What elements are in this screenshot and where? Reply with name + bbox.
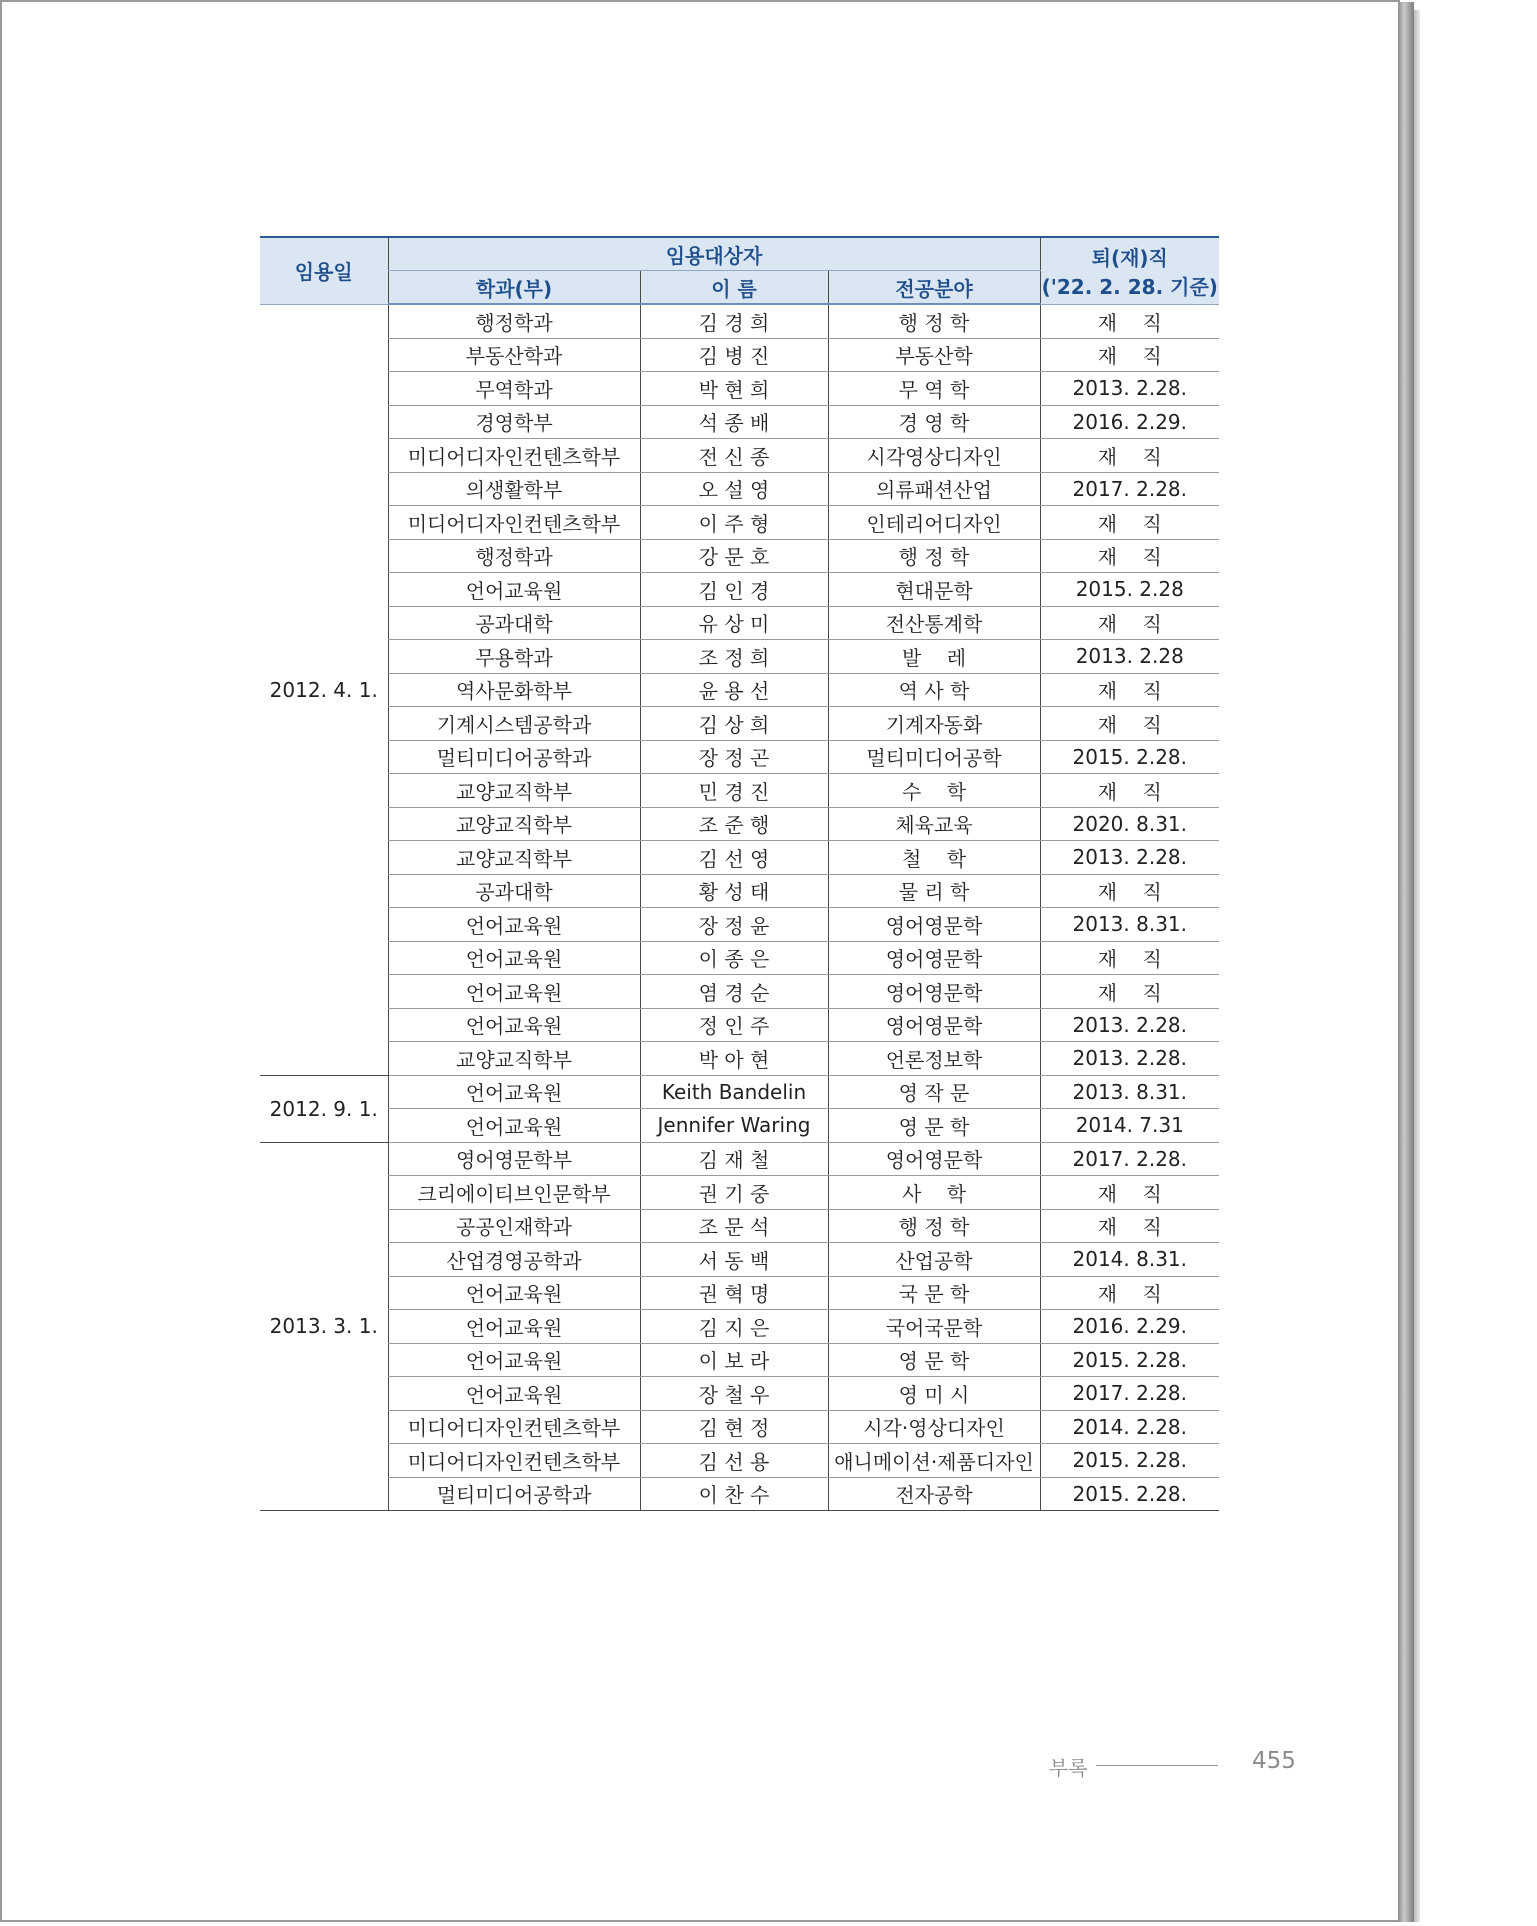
- department-cell: 언어교육원: [388, 1109, 640, 1143]
- table-row: [260, 606, 1219, 640]
- table-row: [260, 1444, 1219, 1478]
- major-cell: 영 작 문: [828, 1075, 1040, 1109]
- major-cell: 영어영문학: [828, 941, 1040, 975]
- major-cell: 행 정 학: [828, 304, 1040, 338]
- name-cell: Jennifer Waring: [640, 1109, 828, 1143]
- status-cell: 2013. 2.28.: [1040, 841, 1219, 875]
- major-cell: 국어국문학: [828, 1310, 1040, 1344]
- department-cell: 멀티미디어공학과: [388, 740, 640, 774]
- table-row: [260, 338, 1219, 372]
- status-cell: 재 직: [1040, 1276, 1219, 1310]
- major-cell: 의류패션산업: [828, 472, 1040, 506]
- status-cell: 2020. 8.31.: [1040, 807, 1219, 841]
- department-cell: 부동산학과: [388, 338, 640, 372]
- major-cell: 영어영문학: [828, 1142, 1040, 1176]
- table-row: [260, 975, 1219, 1009]
- major-cell: 국 문 학: [828, 1276, 1040, 1310]
- table-row: [260, 740, 1219, 774]
- department-cell: 무역학과: [388, 372, 640, 406]
- major-cell: 부동산학: [828, 338, 1040, 372]
- major-cell: 역 사 학: [828, 673, 1040, 707]
- department-cell: 언어교육원: [388, 941, 640, 975]
- department-cell: 무용학과: [388, 640, 640, 674]
- status-cell: 재 직: [1040, 506, 1219, 540]
- page-edge: [1398, 2, 1414, 1922]
- department-cell: 교양교직학부: [388, 841, 640, 875]
- table-row: [260, 707, 1219, 741]
- major-cell: 언론정보학: [828, 1042, 1040, 1076]
- table-row: [260, 1343, 1219, 1377]
- department-cell: 미디어디자인컨텐츠학부: [388, 1410, 640, 1444]
- status-cell: 2014. 7.31: [1040, 1109, 1219, 1143]
- name-cell: 조 준 행: [640, 807, 828, 841]
- department-cell: 공과대학: [388, 606, 640, 640]
- name-cell: 김 상 희: [640, 707, 828, 741]
- name-cell: 김 병 진: [640, 338, 828, 372]
- table-row: [260, 1276, 1219, 1310]
- department-cell: 경영학부: [388, 405, 640, 439]
- major-cell: 영어영문학: [828, 908, 1040, 942]
- department-cell: 언어교육원: [388, 573, 640, 607]
- name-cell: 권 혁 명: [640, 1276, 828, 1310]
- name-cell: 장 철 우: [640, 1377, 828, 1411]
- name-cell: 석 종 배: [640, 405, 828, 439]
- name-cell: 강 문 호: [640, 539, 828, 573]
- name-cell: 박 현 희: [640, 372, 828, 406]
- status-cell: 2015. 2.28.: [1040, 1477, 1219, 1511]
- status-cell: 재 직: [1040, 1209, 1219, 1243]
- name-cell: 민 경 진: [640, 774, 828, 808]
- name-cell: 김 선 용: [640, 1444, 828, 1478]
- header-appointee-group: 임용대상자: [388, 237, 1040, 271]
- status-cell: 재 직: [1040, 539, 1219, 573]
- department-cell: 영어영문학부: [388, 1142, 640, 1176]
- status-cell: 재 직: [1040, 673, 1219, 707]
- department-cell: 공과대학: [388, 874, 640, 908]
- table-row: [260, 506, 1219, 540]
- major-cell: 영어영문학: [828, 975, 1040, 1009]
- major-cell: 철 학: [828, 841, 1040, 875]
- name-cell: 권 기 중: [640, 1176, 828, 1210]
- table-row: [260, 941, 1219, 975]
- status-cell: 재 직: [1040, 874, 1219, 908]
- major-cell: 인테리어디자인: [828, 506, 1040, 540]
- department-cell: 산업경영공학과: [388, 1243, 640, 1277]
- header-retirement: [1040, 237, 1219, 304]
- header-name: 이 름: [640, 271, 828, 305]
- name-cell: 김 지 은: [640, 1310, 828, 1344]
- footer-section-label: 부록: [1049, 1756, 1088, 1780]
- major-cell: 사 학: [828, 1176, 1040, 1210]
- header-major: 전공분야: [828, 271, 1040, 305]
- department-cell: 행정학과: [388, 304, 640, 338]
- table-row: [260, 1477, 1219, 1511]
- major-cell: 현대문학: [828, 573, 1040, 607]
- status-cell: 2015. 2.28: [1040, 573, 1219, 607]
- table-row: [260, 874, 1219, 908]
- footer-rule: [1096, 1765, 1218, 1766]
- table-header: [260, 237, 1219, 304]
- appointment-date-cell: 2012. 4. 1.: [260, 304, 388, 1075]
- table-row: [260, 439, 1219, 473]
- major-cell: 행 정 학: [828, 1209, 1040, 1243]
- name-cell: 윤 용 선: [640, 673, 828, 707]
- table-row: [260, 372, 1219, 406]
- name-cell: 박 아 현: [640, 1042, 828, 1076]
- name-cell: 장 정 윤: [640, 908, 828, 942]
- major-cell: 경 영 학: [828, 405, 1040, 439]
- department-cell: 역사문화학부: [388, 673, 640, 707]
- table-row: [260, 1109, 1219, 1143]
- department-cell: 언어교육원: [388, 1276, 640, 1310]
- table-row: [260, 1142, 1219, 1176]
- header-department: 학과(부): [388, 271, 640, 305]
- table-row: [260, 1042, 1219, 1076]
- table-body: [260, 304, 1219, 1511]
- status-cell: 재 직: [1040, 439, 1219, 473]
- major-cell: 전자공학: [828, 1477, 1040, 1511]
- table-row: [260, 1377, 1219, 1411]
- name-cell: 김 재 철: [640, 1142, 828, 1176]
- table-row: [260, 1310, 1219, 1344]
- major-cell: 물 리 학: [828, 874, 1040, 908]
- major-cell: 애니메이션·제품디자인: [828, 1444, 1040, 1478]
- department-cell: 언어교육원: [388, 1075, 640, 1109]
- name-cell: 김 경 희: [640, 304, 828, 338]
- status-cell: 2014. 2.28.: [1040, 1410, 1219, 1444]
- header-appointment-date: 임용일: [260, 237, 388, 304]
- major-cell: 시각·영상디자인: [828, 1410, 1040, 1444]
- major-cell: 기계자동화: [828, 707, 1040, 741]
- table-row: [260, 774, 1219, 808]
- table-row: [260, 472, 1219, 506]
- header-retirement-line2: ('22. 2. 28. 기준): [1041, 274, 1218, 299]
- name-cell: 이 주 형: [640, 506, 828, 540]
- table-row: [260, 539, 1219, 573]
- table-row: [260, 640, 1219, 674]
- name-cell: 서 동 백: [640, 1243, 828, 1277]
- name-cell: 황 성 태: [640, 874, 828, 908]
- table-row: [260, 807, 1219, 841]
- status-cell: 2015. 2.28.: [1040, 1343, 1219, 1377]
- status-cell: 2015. 2.28.: [1040, 740, 1219, 774]
- major-cell: 영 문 학: [828, 1343, 1040, 1377]
- name-cell: 오 설 영: [640, 472, 828, 506]
- status-cell: 재 직: [1040, 304, 1219, 338]
- name-cell: 전 신 종: [640, 439, 828, 473]
- status-cell: 2016. 2.29.: [1040, 1310, 1219, 1344]
- table-row: [260, 841, 1219, 875]
- department-cell: 행정학과: [388, 539, 640, 573]
- status-cell: 재 직: [1040, 707, 1219, 741]
- major-cell: 수 학: [828, 774, 1040, 808]
- department-cell: 언어교육원: [388, 908, 640, 942]
- status-cell: 2016. 2.29.: [1040, 405, 1219, 439]
- page-edge-shadow: [1414, 10, 1420, 1922]
- department-cell: 의생활학부: [388, 472, 640, 506]
- department-cell: 언어교육원: [388, 1343, 640, 1377]
- name-cell: 조 정 희: [640, 640, 828, 674]
- department-cell: 미디어디자인컨텐츠학부: [388, 506, 640, 540]
- name-cell: 김 선 영: [640, 841, 828, 875]
- table-row: [260, 1410, 1219, 1444]
- appointment-date-cell: 2013. 3. 1.: [260, 1142, 388, 1511]
- department-cell: 기계시스템공학과: [388, 707, 640, 741]
- department-cell: 공공인재학과: [388, 1209, 640, 1243]
- name-cell: 유 상 미: [640, 606, 828, 640]
- table-row: [260, 1008, 1219, 1042]
- table-row: [260, 405, 1219, 439]
- name-cell: Keith Bandelin: [640, 1075, 828, 1109]
- department-cell: 미디어디자인컨텐츠학부: [388, 439, 640, 473]
- appointment-table: [260, 236, 1219, 1511]
- status-cell: 재 직: [1040, 338, 1219, 372]
- major-cell: 발 레: [828, 640, 1040, 674]
- major-cell: 산업공학: [828, 1243, 1040, 1277]
- name-cell: 김 현 정: [640, 1410, 828, 1444]
- name-cell: 이 종 은: [640, 941, 828, 975]
- department-cell: 언어교육원: [388, 1310, 640, 1344]
- table-row: [260, 1075, 1219, 1109]
- major-cell: 체육교육: [828, 807, 1040, 841]
- major-cell: 멀티미디어공학: [828, 740, 1040, 774]
- department-cell: 교양교직학부: [388, 807, 640, 841]
- table-row: [260, 673, 1219, 707]
- table-row: [260, 573, 1219, 607]
- department-cell: 크리에이티브인문학부: [388, 1176, 640, 1210]
- status-cell: 2017. 2.28.: [1040, 1377, 1219, 1411]
- status-cell: 2013. 2.28: [1040, 640, 1219, 674]
- status-cell: 2017. 2.28.: [1040, 472, 1219, 506]
- table-row: [260, 304, 1219, 338]
- status-cell: 2013. 8.31.: [1040, 1075, 1219, 1109]
- major-cell: 무 역 학: [828, 372, 1040, 406]
- name-cell: 염 경 순: [640, 975, 828, 1009]
- department-cell: 언어교육원: [388, 1008, 640, 1042]
- appointment-date-cell: 2012. 9. 1.: [260, 1075, 388, 1142]
- major-cell: 행 정 학: [828, 539, 1040, 573]
- name-cell: 조 문 석: [640, 1209, 828, 1243]
- department-cell: 미디어디자인컨텐츠학부: [388, 1444, 640, 1478]
- major-cell: 영 문 학: [828, 1109, 1040, 1143]
- status-cell: 2017. 2.28.: [1040, 1142, 1219, 1176]
- department-cell: 교양교직학부: [388, 774, 640, 808]
- status-cell: 2013. 2.28.: [1040, 1042, 1219, 1076]
- status-cell: 2014. 8.31.: [1040, 1243, 1219, 1277]
- major-cell: 영어영문학: [828, 1008, 1040, 1042]
- name-cell: 이 찬 수: [640, 1477, 828, 1511]
- status-cell: 2013. 2.28.: [1040, 372, 1219, 406]
- status-cell: 2013. 8.31.: [1040, 908, 1219, 942]
- status-cell: 재 직: [1040, 941, 1219, 975]
- major-cell: 시각영상디자인: [828, 439, 1040, 473]
- name-cell: 이 보 라: [640, 1343, 828, 1377]
- table-row: [260, 1176, 1219, 1210]
- status-cell: 재 직: [1040, 606, 1219, 640]
- page-number: 455: [1252, 1748, 1296, 1774]
- major-cell: 전산통계학: [828, 606, 1040, 640]
- department-cell: 멀티미디어공학과: [388, 1477, 640, 1511]
- table-row: [260, 908, 1219, 942]
- department-cell: 언어교육원: [388, 1377, 640, 1411]
- status-cell: 재 직: [1040, 774, 1219, 808]
- department-cell: 교양교직학부: [388, 1042, 640, 1076]
- name-cell: 김 인 경: [640, 573, 828, 607]
- header-retirement-line1: 퇴(재)직: [1091, 245, 1168, 270]
- status-cell: 재 직: [1040, 975, 1219, 1009]
- table-row: [260, 1243, 1219, 1277]
- major-cell: 영 미 시: [828, 1377, 1040, 1411]
- name-cell: 장 정 곤: [640, 740, 828, 774]
- status-cell: 2015. 2.28.: [1040, 1444, 1219, 1478]
- department-cell: 언어교육원: [388, 975, 640, 1009]
- table-row: [260, 1209, 1219, 1243]
- name-cell: 정 인 주: [640, 1008, 828, 1042]
- status-cell: 재 직: [1040, 1176, 1219, 1210]
- status-cell: 2013. 2.28.: [1040, 1008, 1219, 1042]
